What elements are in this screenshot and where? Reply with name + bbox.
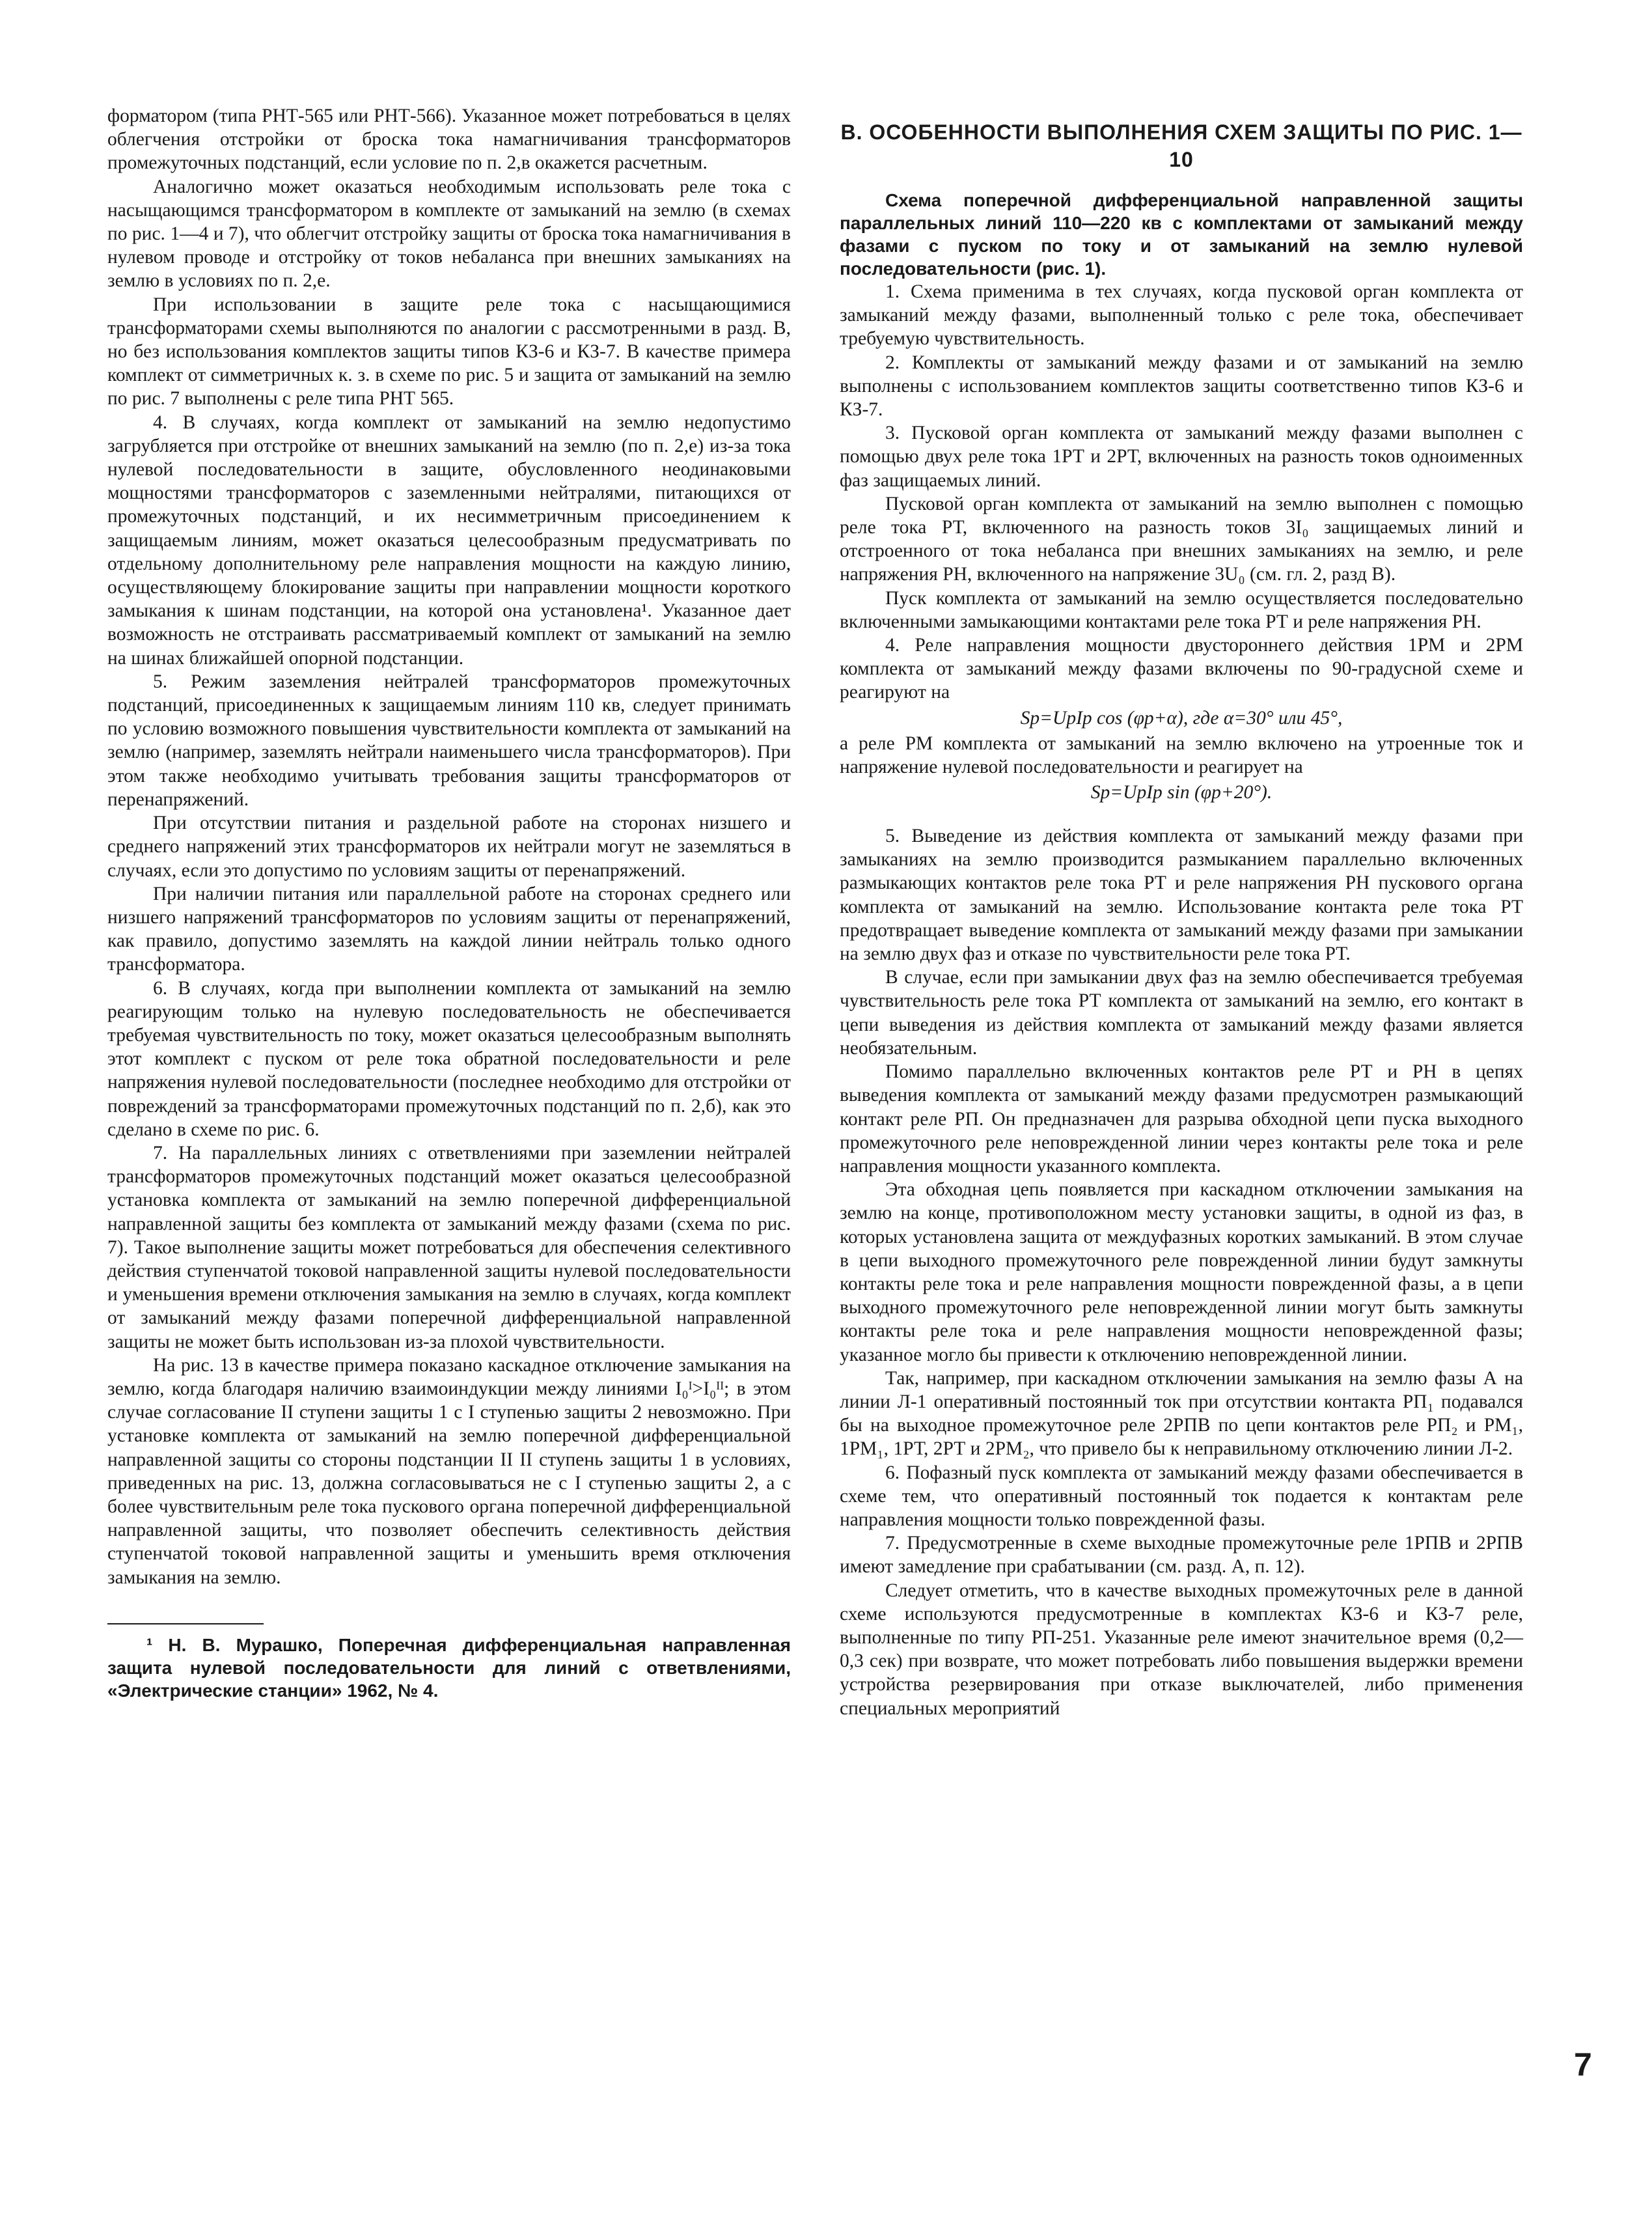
left-column [107, 104, 791, 1702]
paragraph: 5. Выведение из действия комплекта от замыканий между фазами при замыканиях на землю производится размыканием параллельно включенных размыкающих контактов реле тока РТ и реле напряжения РН пускового органа комплекта от замыканий на землю. Использование контакта реле тока РТ предотвращает выведение комплекта от замыканий между фазами при замыкании на землю двух фаз и отказе по чувствительности реле тока РТ. [840, 826, 1523, 965]
paragraph: 2. Комплекты от замыканий между фазами и от замыканий на землю выполнены с использованием комплектов защиты соответственно типов КЗ-6 и КЗ-7. [840, 352, 1523, 421]
paragraph: 5. Режим заземления нейтралей трансформаторов промежуточных подстанций, присоединенных к защищаемым линиям 110 кв, следует принимать по условию возможного повышения чувствительности комплекта от замыканий на землю (например, заземлять нейтрали наименьшего числа трансформаторов). При этом также необходимо учитывать требования защиты трансформаторов от перенапряжений. [107, 671, 791, 810]
scheme-title: Схема поперечной дифференциальной направленной защиты параллельных линий 110—220 кв с комплектами от замыканий между фазами с пуском по току и от замыканий на землю нулевой последовательности (рис. 1). [840, 190, 1523, 279]
page-number: 7 [1574, 2046, 1592, 2083]
formula-1: Sр=UрIр cos (φр+α), где α=30° или 45°, [1020, 707, 1343, 729]
paragraph: 1. Схема применима в тех случаях, когда пусковой орган комплекта от замыканий между фазами, выполненный только с реле тока, обеспечивает требуемую чувствительность. [840, 281, 1523, 350]
paragraph: 4. В случаях, когда комплект от замыканий на землю недопустимо загрубляется при отстройке от внешних замыканий на землю (по п. 2,е) из-за тока нулевой последовательности в защите, обусловленного неодинаковыми мощностями трансформаторов с заземленными нейтралями, питающихся от промежуточных подстанций, и их несимметричным присоединением к защищаемым линиям, может оказаться целесообразным предусматривать по отдельному дополнительному реле направления мощности на каждую линию, осуществляющему блокирование защиты при направлении мощности короткого замыкания к шинам подстанции, на которой она установлена¹. Указанное дает возможность не отстраивать рассматриваемый комплект от замыканий на землю на шинах ближайшей опорной подстанции. [107, 411, 791, 669]
paragraph: форматором (типа РНТ-565 или РНТ-566). Указанное может потребоваться в целях облегчения отстройки от броска тока намагничивания трансформаторов промежуточных подстанций, если условие по п. 2,в окажется расчетным. [107, 105, 791, 174]
paragraph: 4. Реле направления мощности двустороннего действия 1РМ и 2РМ комплекта от замыканий между фазами включены по 90-градусной схеме и реагируют на [840, 635, 1523, 703]
paragraph: 6. В случаях, когда при выполнении комплекта от замыканий на землю реагирующим только на нулевую последовательность не обеспечивается требуемая чувствительность по току, может оказаться целесообразным выполнять этот комплект с пуском от реле тока обратной последовательности и реле напряжения нулевой последовательности (последнее необходимо для отстройки от повреждений за трансформаторами промежуточных подстанций по п. 2,б), как это сделано в схеме по рис. 6. [107, 977, 791, 1140]
paragraph: Пуск комплекта от замыканий на землю осуществляется последовательно включенными замыкающими контактами реле тока РТ и реле напряжения РН. [840, 587, 1523, 632]
paragraph: 3. Пусковой орган комплекта от замыканий между фазами выполнен с помощью двух реле тока 1РТ и 2РТ, включенных на разность токов одноименных фаз защищаемых линий. [840, 423, 1523, 491]
section-heading: В. ОСОБЕННОСТИ ВЫПОЛНЕНИЯ СХЕМ ЗАЩИТЫ ПО РИС. 1—10 [840, 120, 1522, 171]
paragraph: 7. На параллельных линиях с ответвлениями при заземлении нейтралей трансформаторов промежуточных подстанций может оказаться целесообразной установка комплекта от замыканий на землю поперечной дифференциальной направленной защиты без комплекта от замыканий между фазами (схема по рис. 7). Такое выполнение защиты может потребоваться для обеспечения селективного действия ступенчатой токовой направленной защиты нулевой последовательности и уменьшения времени отключения замыкания на землю в случаях, когда комплект от замыканий между фазами поперечной дифференциальной направленной защиты не может быть использован из-за плохой чувствительности. [107, 1142, 791, 1352]
footnote-rule [107, 1623, 264, 1624]
paragraph: Пусковой орган комплекта от замыканий на землю выполнен с помощью реле тока РТ, включенного на разность токов 3I₀ защищаемых линий и отстроенного от тока небаланса при внешних замыканиях на землю, и реле напряжения РН, включенного на напряжение 3U₀ (см. гл. 2, разд В). [840, 493, 1523, 585]
formula-2: Sр=UрIр sin (φр+20°). [1090, 782, 1273, 803]
paragraph: В случае, если при замыкании двух фаз на землю обеспечивается требуемая чувствительность реле тока РТ комплекта от замыканий на землю, его контакт в цепи выведения из действия комплекта от замыканий между фазами является необязательным. [840, 967, 1523, 1059]
paragraph: Помимо параллельно включенных контактов реле РТ и РН в цепях выведения комплекта от замыканий между фазами предусмотрен размыкающий контакт реле РП. Он предназначен для разрыва обходной цепи пуска выходного промежуточного реле неповрежденной линии через контакты реле тока и реле направления мощности указанного комплекта. [840, 1061, 1523, 1177]
paragraph: Аналогично может оказаться необходимым использовать реле тока с насыщающимся трансформатором в комплекте от замыканий на землю (в схемах по рис. 1—4 и 7), что облегчит отстройку защиты от броска тока намагничивания в нулевом проводе и отстройку от токов небаланса при внешних замыканиях на землю в условиях по п. 2,е. [107, 176, 791, 292]
footnote: ¹ Н. В. Мурашко, Поперечная дифференциальная направленная защита нулевой последовательности для линий с ответвлениями, «Электрические станции» 1962, № 4. [107, 1634, 791, 1701]
paragraph: а реле РМ комплекта от замыканий на землю включено на утроенные ток и напряжение нулевой последовательности и реагирует на [840, 732, 1523, 777]
paragraph: 7. Предусмотренные в схеме выходные промежуточные реле 1РПВ и 2РПВ имеют замедление при срабатывании (см. разд. А, п. 12). [840, 1533, 1523, 1578]
paragraph: На рис. 13 в качестве примера показано каскадное отключение замыкания на землю, когда благодаря наличию взаимоиндукции между линиями I₀ᴵ>I₀ᴵᴵ; в этом случае согласование II ступени защиты 1 с I ступенью защиты 2 невозможно. При установке комплекта от замыканий на землю поперечной дифференциальной направленной защиты со стороны подстанции II II ступень защиты 1 в условиях, приведенных на рис. 13, должна согласовываться не с I ступенью защиты 2, а с более чувствительным реле тока пускового органа поперечной дифференциальной направленной защиты, что позволяет обеспечить селективность действия ступенчатой токовой направленной защиты и уменьшить время отключения замыкания на землю. [107, 1354, 791, 1588]
paragraph: Эта обходная цепь появляется при каскадном отключении замыкания на землю на конце, противоположном месту установки защиты, в одной из фаз, в которых установлена защита от междуфазных коротких замыканий. В этом случае в цепи выходного промежуточного реле поврежденной линии будут замкнуты контакты реле тока и реле направления мощности поврежденной фазы, а в цепи выходного промежуточного реле неповрежденной линии могут быть замкнуты контакты реле тока и реле направления мощности неповрежденной фазы; указанное могло бы привести к отключению неповрежденной линии. [840, 1179, 1523, 1365]
paragraph: При наличии питания или параллельной работе на сторонах среднего или низшего напряжений трансформаторов по условиям защиты от перенапряжений, как правило, допустимо заземлять на каждой линии нейтраль только одного трансформатора. [107, 883, 791, 975]
paragraph: 6. Пофазный пуск комплекта от замыканий между фазами обеспечивается в схеме тем, что оперативный постоянный ток подается к контактам реле направления мощности только поврежденной фазы. [840, 1462, 1523, 1530]
paragraph: Следует отметить, что в качестве выходных промежуточных реле в данной схеме используются предусмотренные в комплектах КЗ-6 и КЗ-7 реле, выполненные по типу РП-251. Указанные реле имеют значительное время (0,2—0,3 сек) при возврате, что может потребовать либо повышения выдержки времени устройства резервирования при отказе выключателей, либо применения специальных мероприятий [840, 1580, 1523, 1719]
paragraph: При отсутствии питания и раздельной работе на сторонах низшего и среднего напряжений этих трансформаторов их нейтрали могут не заземляться в случаях, если это допустимо по условиям защиты от перенапряжений. [107, 813, 791, 881]
paragraph: При использовании в защите реле тока с насыщающимися трансформаторами схемы выполняются по аналогии с рассмотренными в разд. В, но без использования комплектов защиты типов КЗ-6 и КЗ-7. В качестве примера комплект от симметричных к. з. в схеме по рис. 5 и защита от замыканий на землю по рис. 7 выполнены с реле типа РНТ 565. [107, 294, 791, 410]
right-column [840, 104, 1523, 1720]
paragraph: Так, например, при каскадном отключении замыкания на землю фазы А на линии Л-1 оперативный постоянный ток при отсутствии контакта РП₁ подавался бы на выходное промежуточное реле 2РПВ по цепи контактов реле РП₂ и РМ₁, 1РМ₁, 1РТ, 2РТ и 2РМ₂, что привело бы к неправильному отключению линии Л-2. [840, 1367, 1523, 1460]
